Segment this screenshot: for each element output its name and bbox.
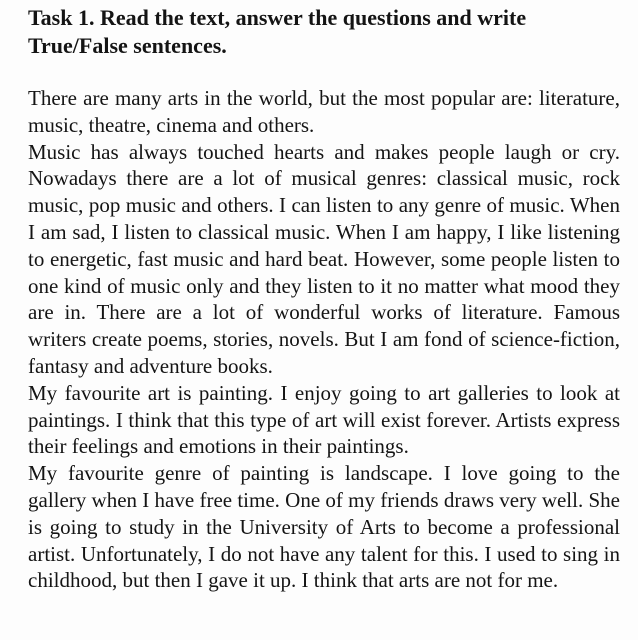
task-heading: Task 1. Read the text, answer the questions and write True/False sentences.: [28, 5, 527, 58]
reading-text: [28, 85, 620, 594]
paragraph-painting: My favourite art is painting. I enjoy going to art galleries to look at paintings. I think that this type of art will exist forever. Artists express their feelings and emotions in their paintings.: [28, 380, 620, 459]
paragraph-music-literature: Music has always touched hearts and makes people laugh or cry. Nowadays there are a lot of musical genres: classical music, rock music, pop music and others. I can listen to any genre of music. When I am sad, I listen to classical music. When I am happy, I like listening to energetic, fast music and hard beat. However, some people listen to one kind of music only and they listen to it no matter what mood they are in. There are a lot of wonderful works of literature. Famous writers create poems, stories, novels. But I am fond of science-fiction, fantasy and adventure books.: [28, 139, 620, 378]
paragraph-landscape-friend: My favourite genre of painting is landscape. I love going to the gallery when I have free time. One of my friends draws very well. She is going to study in the University of Arts to become a professional artist. Unfortunately, I do not have any talent for this. I used to sing in childhood, but then I gave it up. I think that arts are not for me.: [28, 461, 620, 593]
paragraph-arts-intro: There are many arts in the world, but the most popular are: literature, music, theatre, cinema and others.: [28, 86, 620, 137]
